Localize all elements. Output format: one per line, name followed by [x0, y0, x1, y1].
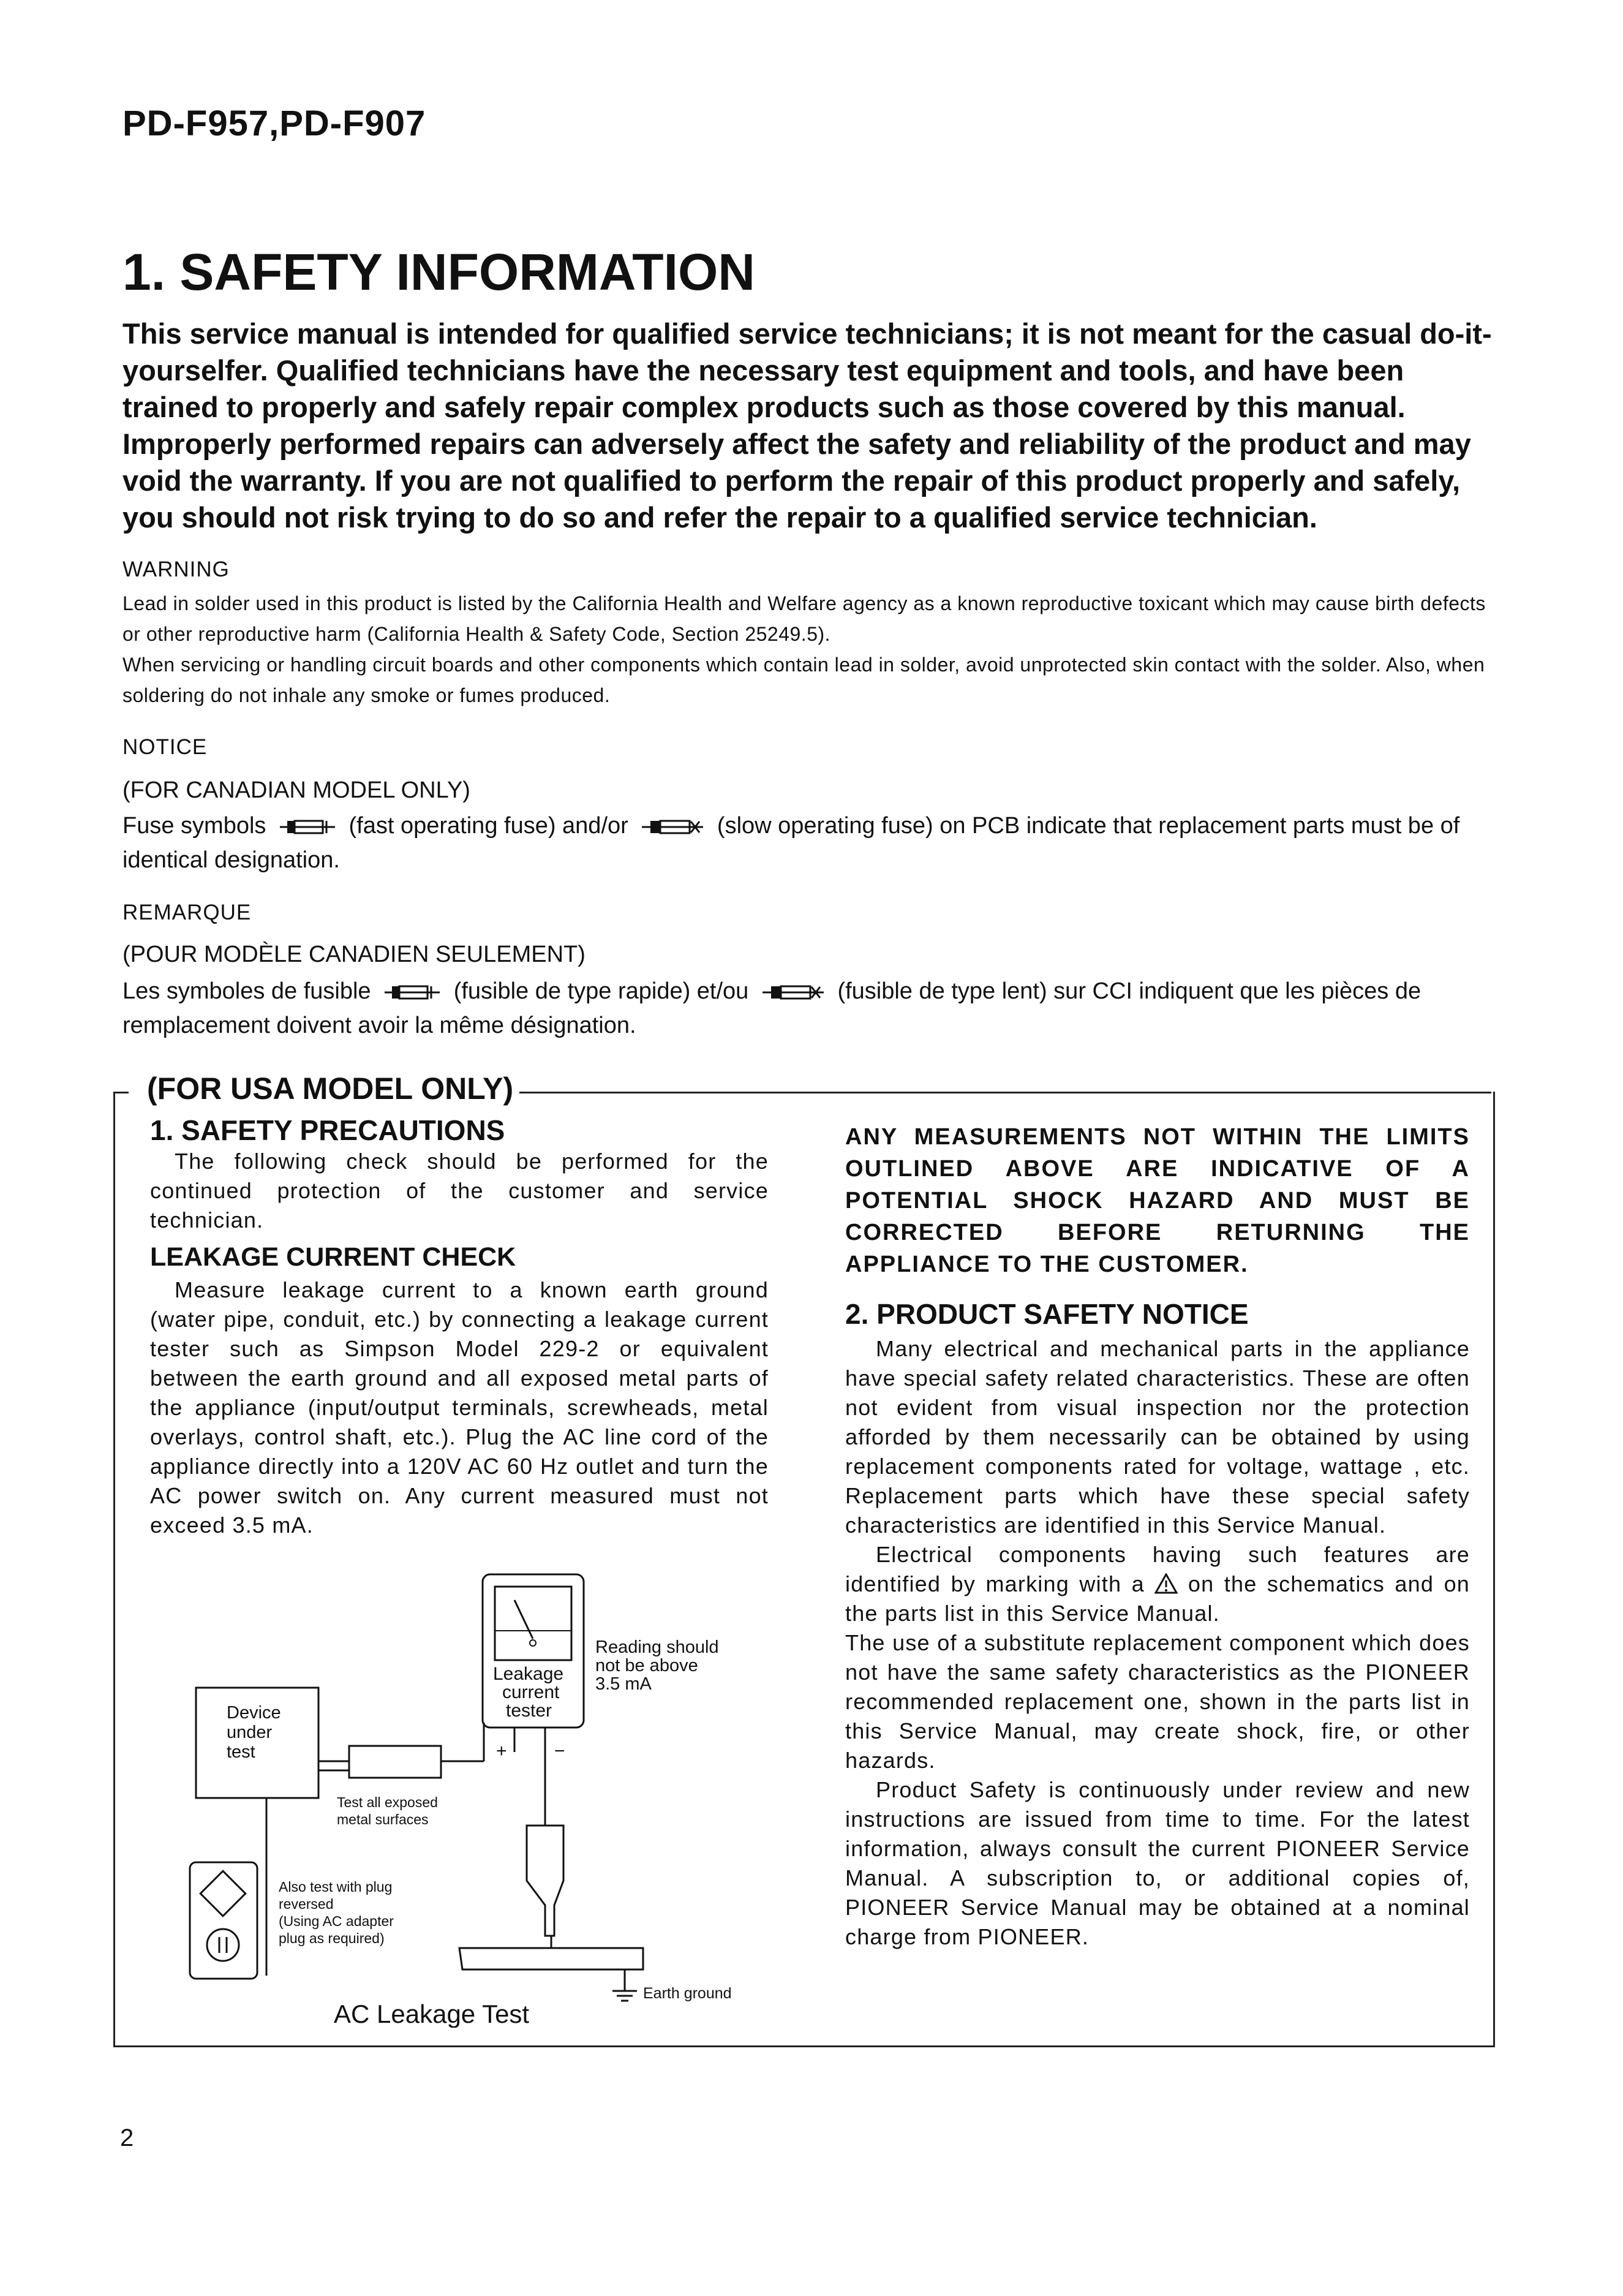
remarque-part-3: (fusible de type lent) sur CCI indiquent que les pièces de remplacement doivent avoir la même désignation.	[122, 978, 1422, 1038]
product-safety-paragraph-2	[845, 1540, 1470, 1628]
product-safety-title: 2. PRODUCT SAFETY NOTICE	[845, 1298, 1249, 1330]
tester-minus-terminal: −	[554, 1741, 565, 1761]
fast-fuse-icon	[280, 819, 335, 835]
fast-fuse-icon	[385, 984, 440, 1000]
warning-line-1: Lead in solder used in this product is listed by the California Health and Welfare agency as a known reproductive toxicant which may cause birth defects or other reproductive harm (California Health & Safety Code, Section 25249.5).	[122, 592, 1486, 645]
notice-subtitle: (FOR CANADIAN MODEL ONLY)	[122, 777, 470, 803]
product-safety-paragraph-3: The use of a substitute replacement component which does not have the same safety characteristics as the PIONEER recommended replacement one, shown in the parts list in this Service Manual, may create shock, fire, or other hazards.	[845, 1630, 1470, 1773]
notice-part-2: (fast operating fuse) and/or	[348, 813, 628, 839]
remarque-text	[122, 974, 1501, 1043]
p2-part-a: Electrical components having such features are identified by marking with a	[845, 1542, 1470, 1596]
warning-line-2: When servicing or handling circuit boards and other components which contain lead in solder, avoid unprotected skin contact with the solder. Also, when soldering do not inhale any smoke or fumes produced.	[122, 654, 1485, 706]
remarque-label: REMARQUE	[122, 901, 252, 924]
plug-icon	[200, 1871, 246, 1916]
section-title: 1. SAFETY INFORMATION	[122, 243, 755, 301]
notice-part-3: (slow operating fuse) on PCB indicate that replacement parts must be of identical designation.	[122, 813, 1460, 873]
notice-label: NOTICE	[122, 735, 208, 759]
usa-box-title: (FOR USA MODEL ONLY)	[129, 1071, 519, 1106]
shock-hazard-caution: ANY MEASUREMENTS NOT WITHIN THE LIMITS OUTLINED ABOVE ARE INDICATIVE OF A POTENTIAL SHOCK HAZARD AND MUST BE CORRECTED BEFORE RETURNING THE APPLIANCE TO THE CUSTOMER.	[845, 1124, 1470, 1277]
test-label-line-2: metal surfaces	[337, 1811, 429, 1827]
water-pipe-icon	[459, 1948, 643, 1969]
p2-part-b: on the schematics and on the parts list in this Service Manual.	[845, 1571, 1470, 1626]
tester-label-line-2: current	[502, 1682, 560, 1702]
warning-label: WARNING	[122, 557, 230, 581]
product-safety-text	[845, 1334, 1470, 1952]
notice-part-1: Fuse symbols	[122, 813, 266, 839]
probe-icon	[349, 1746, 441, 1778]
page-number: 2	[120, 2124, 134, 2151]
plug-label-line-2: reversed	[279, 1896, 334, 1912]
ac-leakage-test-diagram	[171, 1562, 772, 2028]
plug-label-line-1: Also test with plug	[279, 1879, 393, 1895]
product-safety-paragraph-4: Product Safety is continuously under review and new instructions are issued from time to time. For the latest information, always consult the current PIONEER Service Manual. A subscription to, or additional copies of, PIONEER Service Manual may be obtained at a nominal charge from PIONEER.	[845, 1777, 1470, 1949]
model-number-header: PD-F957,PD-F907	[122, 104, 426, 143]
tester-plus-terminal: +	[496, 1741, 507, 1761]
socket-icon	[207, 1929, 239, 1961]
leakage-check-text: Measure leakage current to a known earth ground (water pipe, conduit, etc.) by connecting a leakage current tester such as Simpson Model 229-2 or equivalent between the earth ground and all exposed metal parts of the appliance (input/output terminals, screwheads, metal overlays, control shaft, etc.). Plug the AC line cord of the appliance directly into a 120V AC 60 Hz outlet and turn the AC power switch on. Any current measured must not exceed 3.5 mA.	[150, 1277, 769, 1538]
reading-label-line-1: Reading should	[595, 1637, 719, 1657]
remarque-part-1: Les symboles de fusible	[122, 978, 371, 1004]
safety-precautions-text: The following check should be performed for the continued protection of the customer and service technician.	[150, 1149, 769, 1233]
warning-triangle-icon	[1154, 1573, 1178, 1594]
diagram-caption: AC Leakage Test	[334, 2000, 530, 2028]
device-label-line-1: Device	[227, 1703, 281, 1723]
reading-label-line-3: 3.5 mA	[595, 1674, 652, 1694]
plug-label-line-3: (Using AC adapter	[279, 1913, 394, 1929]
tester-label-line-1: Leakage	[493, 1664, 564, 1684]
slow-fuse-icon	[763, 984, 824, 1000]
leakage-check-title: LEAKAGE CURRENT CHECK	[150, 1242, 516, 1272]
test-label-line-1: Test all exposed	[337, 1794, 438, 1810]
reading-label-line-2: not be above	[595, 1656, 698, 1675]
remarque-part-2: (fusible de type rapide) et/ou	[453, 978, 749, 1004]
warning-text	[122, 588, 1501, 711]
remarque-subtitle: (POUR MODÈLE CANADIEN SEULEMENT)	[122, 942, 586, 967]
slow-fuse-icon	[642, 819, 703, 835]
meter-dial-icon	[495, 1587, 571, 1660]
notice-text	[122, 809, 1501, 877]
plug-label-line-4: plug as required)	[279, 1930, 385, 1946]
earth-ground-label: Earth ground	[643, 1985, 732, 2002]
tester-label-line-3: tester	[506, 1701, 552, 1721]
earth-clamp-icon	[527, 1826, 563, 1936]
intro-paragraph: This service manual is intended for qualified service technicians; it is not meant for the casual do-it-yourselfer. Qualified technicians have the necessary test equipment and tools, and have been trained to properly and safely repair complex products such as those covered by this manual. Improperly performed repairs can adversely affect the safety and reliability of the product and may void the warranty. If you are not qualified to perform the repair of this product properly and safely, you should not risk trying to do so and refer the repair to a qualified service technician.	[122, 317, 1492, 534]
device-label-line-2: under	[227, 1723, 273, 1742]
safety-precautions-title: 1. SAFETY PRECAUTIONS	[150, 1114, 505, 1146]
product-safety-paragraph-1: Many electrical and mechanical parts in the appliance have special safety related characteristics. These are often not evident from visual inspection nor the protection afforded by them necessarily can be obtained by using replacement components rated for voltage, wattage , etc. Replacement parts which have these special safety characteristics are identified in this Service Manual.	[845, 1336, 1470, 1538]
device-label-line-3: test	[227, 1742, 255, 1762]
